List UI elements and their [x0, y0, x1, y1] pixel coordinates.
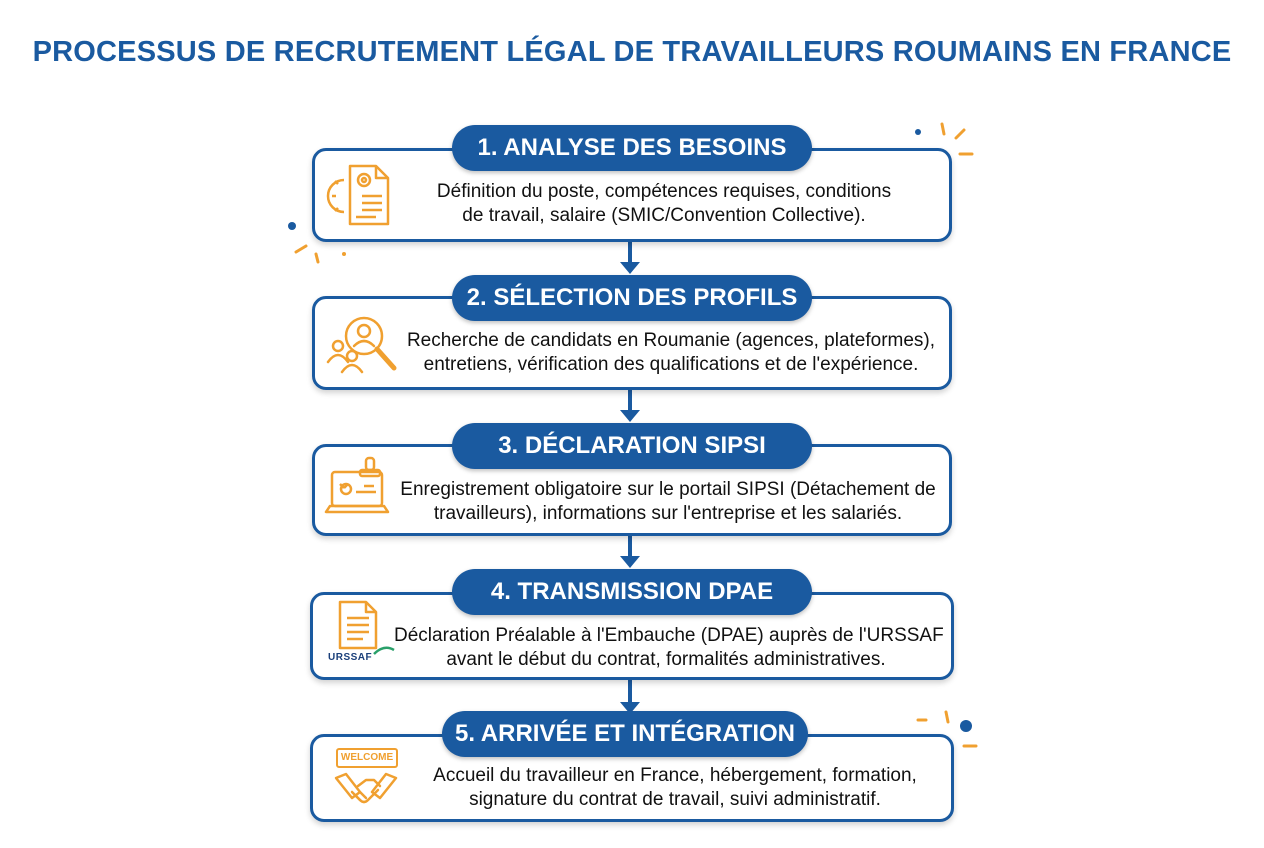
arrow-2-3 — [620, 410, 640, 422]
step-4-line-1: Déclaration Préalable à l'Embauche (DPAE) auprès de l'URSSAF — [394, 625, 944, 646]
step-2-label: 2. SÉLECTION DES PROFILS — [452, 275, 812, 321]
step-1-line-1: Définition du poste, compétences requises, conditions — [436, 181, 892, 202]
step-2-line-1: Recherche de candidats en Roumanie (agences, plateformes), — [406, 330, 936, 351]
step-1-label: 1. ANALYSE DES BESOINS — [452, 125, 812, 171]
welcome-sign-text: WELCOME — [340, 752, 394, 763]
step-3-description — [392, 478, 944, 526]
welcome-sign — [336, 748, 398, 768]
step-1-description — [404, 180, 924, 228]
step-3-line-1: Enregistrement obligatoire sur le portail SIPSI (Détachement de — [400, 479, 936, 500]
arrow-3-4 — [620, 556, 640, 568]
step-2-description — [396, 329, 946, 377]
step-4-description — [394, 624, 944, 672]
laptop-stamp-icon — [324, 456, 394, 522]
document-urssaf-icon — [336, 600, 380, 650]
urssaf-logo: URSSAF — [328, 652, 373, 663]
connector-1-2 — [628, 240, 632, 264]
step-1-line-2: de travail, salaire (SMIC/Convention Collective). — [462, 205, 866, 226]
step-5-description — [410, 764, 940, 812]
connector-4-5 — [628, 680, 632, 704]
urssaf-logo-swoosh — [372, 644, 396, 658]
connector-2-3 — [628, 388, 632, 412]
step-4-line-2: avant le début du contrat, formalités administratives. — [446, 649, 886, 670]
step-5-label: 5. ARRIVÉE ET INTÉGRATION — [442, 711, 808, 757]
page-title: PROCESSUS DE RECRUTEMENT LÉGAL DE TRAVAILLEURS ROUMAINS EN FRANCE — [32, 36, 1232, 68]
document-gear-icon — [326, 160, 398, 230]
step-3-label: 3. DÉCLARATION SIPSI — [452, 423, 812, 469]
step-4-label: 4. TRANSMISSION DPAE — [452, 569, 812, 615]
step-5-line-2: signature du contrat de travail, suivi administratif. — [469, 789, 881, 810]
step-2-line-2: entretiens, vérification des qualifications et de l'expérience. — [423, 354, 919, 375]
magnifier-people-icon — [324, 310, 402, 378]
arrow-1-2 — [620, 262, 640, 274]
step-3-line-2: travailleurs), informations sur l'entreprise et les salariés. — [433, 503, 903, 524]
step-5-line-1: Accueil du travailleur en France, hébergement, formation, — [433, 765, 917, 786]
connector-3-4 — [628, 534, 632, 558]
welcome-handshake-icon — [334, 770, 398, 810]
